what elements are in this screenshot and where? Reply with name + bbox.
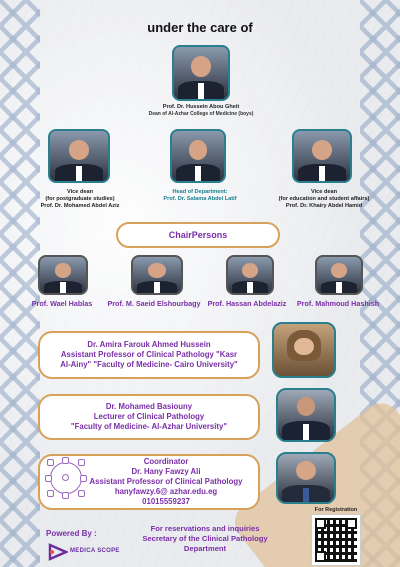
speaker1-name: Dr. Amira Farouk Ahmed Hussein bbox=[87, 339, 211, 349]
vice-dean-right-caption bbox=[268, 189, 380, 210]
vice-dean-left-detail: (for postgraduate studies) bbox=[45, 195, 115, 202]
reservations-line1: For reservations and inquiries bbox=[150, 524, 260, 533]
vice-dean-left-caption bbox=[30, 189, 130, 210]
speaker2-name: Dr. Mohamed Basiouny bbox=[105, 401, 193, 411]
dean-role: Dean of Al-Azhar College of Medicine (boys) bbox=[148, 110, 254, 117]
chairpersons-label: ChairPersons bbox=[116, 222, 280, 248]
chair-name-2: Prof. M. Saeid Elshourbagy bbox=[107, 299, 201, 308]
reservations-info bbox=[130, 524, 280, 554]
speaker2-box bbox=[38, 394, 260, 440]
head-dept-role: Head of Department: bbox=[172, 189, 228, 195]
speaker2-role: Lecturer of Clinical Pathology bbox=[93, 411, 205, 421]
dean-caption bbox=[110, 104, 292, 117]
vice-dean-right-role: Vice dean bbox=[310, 189, 338, 195]
chair-photo-2 bbox=[131, 255, 183, 295]
vice-dean-right-detail: (for education and student affairs) bbox=[278, 195, 370, 202]
head-dept-photo bbox=[170, 129, 226, 183]
coordinator-photo bbox=[276, 452, 336, 504]
reservations-line3: Department bbox=[183, 543, 227, 553]
vice-dean-right-photo bbox=[292, 129, 352, 183]
speaker2-affiliation: "Faculty of Medicine- Al-Azhar University" bbox=[70, 422, 228, 432]
page-title: under the care of bbox=[147, 20, 253, 35]
speaker1-box bbox=[38, 331, 260, 379]
powered-by-label: Powered By : bbox=[46, 529, 97, 538]
dean-photo bbox=[172, 45, 230, 101]
coordinator-role: Assistant Professor of Clinical Pathology bbox=[89, 476, 243, 486]
network-icon bbox=[50, 462, 82, 494]
reservations-line2: Secretary of the Clinical Pathology bbox=[142, 533, 268, 543]
chair-name-1: Prof. Wael Hablas bbox=[31, 299, 93, 308]
chair-photo-4 bbox=[315, 255, 363, 295]
chair-photo-3 bbox=[226, 255, 274, 295]
medica-scope-brand: MEDICA SCOPE bbox=[70, 548, 120, 554]
vice-dean-right-name: Prof. Dr. Khairy Abdel Hamid bbox=[285, 202, 363, 209]
coordinator-phone[interactable]: 01015559237 bbox=[142, 497, 190, 507]
coordinator-label: Coordinator bbox=[143, 456, 189, 466]
speaker2-photo bbox=[276, 388, 336, 442]
vice-dean-left-photo bbox=[48, 129, 110, 183]
registration-qr-code[interactable] bbox=[312, 515, 360, 565]
vice-dean-left-role: Vice dean bbox=[66, 189, 94, 195]
vice-dean-left-name: Prof. Dr. Mohamed Abdel Aziz bbox=[40, 202, 120, 209]
speaker1-role: Assistant Professor of Clinical Pathology "Kasr bbox=[60, 349, 238, 359]
head-dept-name: Prof. Dr. Salama Abdel Latif bbox=[163, 195, 237, 202]
coordinator-name: Dr. Hany Fawzy Ali bbox=[131, 466, 201, 476]
dean-name: Prof. Dr. Hussein Abou Gheit bbox=[162, 104, 240, 110]
speaker1-photo bbox=[272, 322, 336, 378]
coordinator-email[interactable]: hanyfawzy.6@ azhar.edu.eg bbox=[114, 487, 218, 497]
chair-photo-1 bbox=[38, 255, 88, 295]
chair-name-4: Prof. Mahmoud Hashish bbox=[296, 299, 380, 308]
left-pattern bbox=[0, 0, 40, 567]
chair-name-3: Prof. Hassan Abdelaziz bbox=[207, 299, 287, 308]
medica-scope-logo-icon bbox=[48, 543, 68, 561]
speaker1-affiliation: Al-Ainy" "Faculty of Medicine- Cairo University" bbox=[60, 360, 238, 370]
registration-label: For Registration bbox=[314, 507, 358, 513]
head-dept-caption bbox=[150, 189, 250, 203]
